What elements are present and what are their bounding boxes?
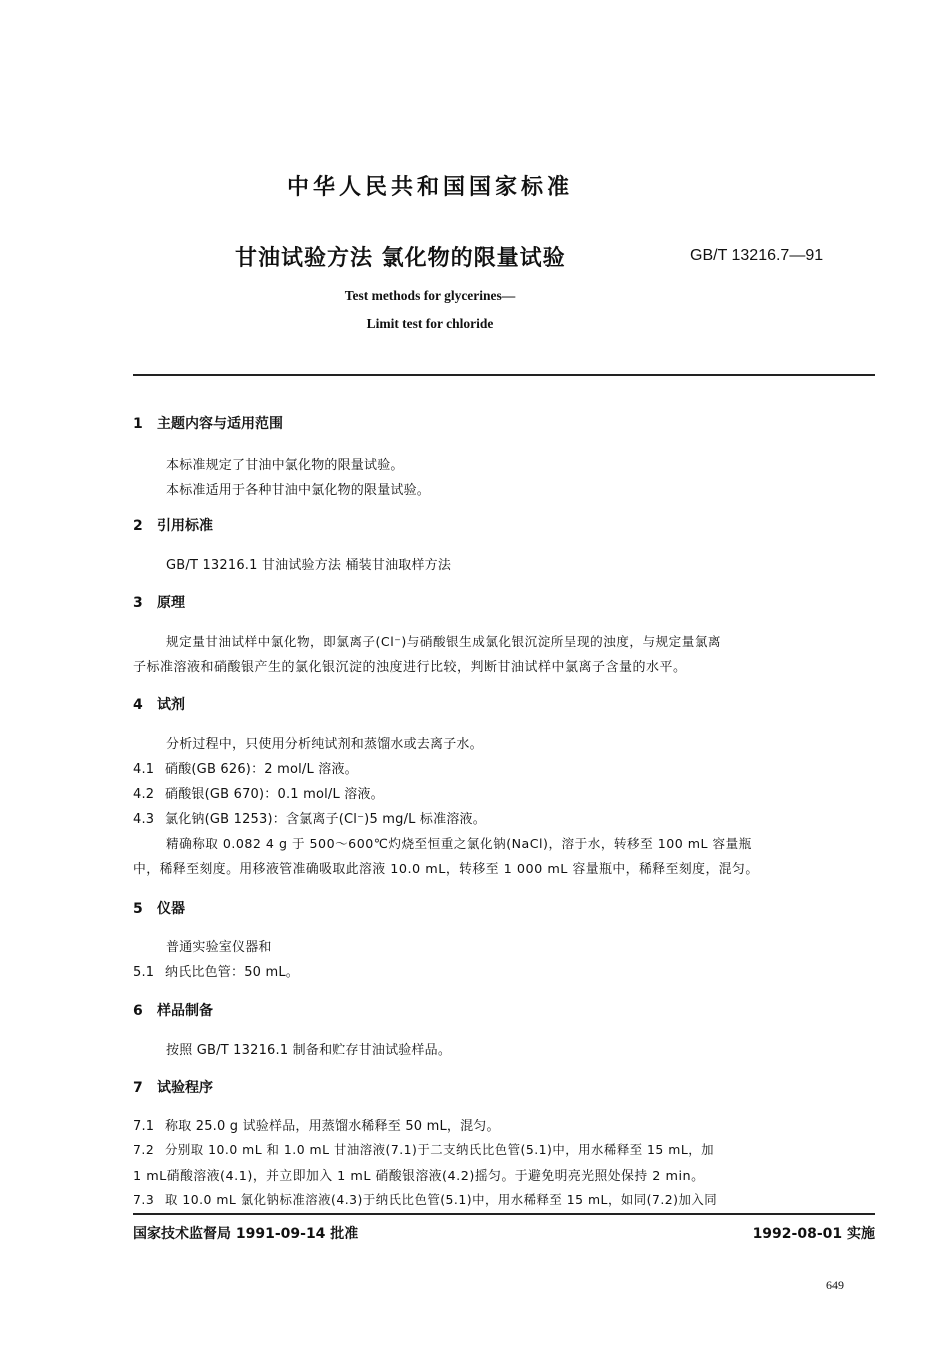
clause-text: 称取 25.0 g 试验样品，用蒸馏水稀释至 50 mL，混匀。 [165, 1119, 500, 1134]
section-4-heading [133, 694, 185, 714]
section-number: 2 [133, 518, 143, 534]
section-3-heading [133, 592, 185, 612]
section-number: 3 [133, 595, 143, 611]
page-number: 649 [826, 1278, 844, 1292]
national-standard-heading: 中华人民共和国国家标准 [286, 175, 573, 200]
clause-text: 氯化钠(GB 1253)：含氯离子(Cl⁻)5 mg/L 标准溶液。 [165, 812, 486, 827]
clause-number: 7.3 [133, 1192, 155, 1207]
clause-number: 4.2 [133, 787, 155, 802]
clause-text: 分别取 10.0 mL 和 1.0 mL 甘油溶液(7.1)于二支纳氏比色管(5.1)中，用水稀释至 15 mL，加 [165, 1142, 715, 1157]
clause-number: 7.1 [133, 1119, 155, 1134]
standard-number: GB/T 13216.7—91 [690, 247, 824, 264]
section-4-paragraph-1: 分析过程中，只使用分析纯试剂和蒸馏水或去离子水。 [166, 737, 483, 752]
section-title: 试验程序 [157, 1080, 213, 1096]
document-title: 甘油试验方法 氯化物的限量试验 [235, 246, 566, 271]
clause-text: 硝酸(GB 626)：2 mol/L 溶液。 [165, 762, 358, 777]
header-rule [133, 374, 875, 376]
clause-number: 4.1 [133, 762, 155, 777]
section-title: 引用标准 [157, 518, 213, 534]
section-title: 样品制备 [157, 1003, 213, 1019]
section-7-heading [133, 1077, 213, 1097]
clause-number: 4.3 [133, 812, 155, 827]
clause-text: 取 10.0 mL 氯化钠标准溶液(4.3)于纳氏比色管(5.1)中，用水稀释至 15 mL，如同(7.2)加入同 [165, 1192, 718, 1207]
english-title-line2: Limit test for chloride [366, 316, 494, 331]
section-title: 仪器 [157, 901, 185, 917]
implementation-date: 1992-08-01 实施 [752, 1226, 875, 1242]
clause-7-2-line-2: 1 mL硝酸溶液(4.1)，并立即加入 1 mL 硝酸银溶液(4.2)摇匀。于避免明亮光照处保持 2 min。 [133, 1169, 705, 1184]
footer-rule [133, 1213, 875, 1215]
section-3-paragraph-line-2: 子标准溶液和硝酸银产生的氯化银沉淀的浊度进行比较，判断甘油试样中氯离子含量的水平。 [133, 660, 687, 675]
clause-number: 7.2 [133, 1142, 155, 1157]
clause-7-1 [133, 1115, 500, 1134]
section-2-paragraph-1: GB/T 13216.1 甘油试验方法 桶装甘油取样方法 [166, 558, 452, 573]
section-title: 原理 [157, 595, 185, 611]
clause-7-3 [133, 1190, 717, 1208]
clause-4-1 [133, 758, 358, 777]
section-2-heading [133, 515, 213, 535]
clause-4-3-paragraph-line-2: 中，稀释至刻度。用移液管准确吸取此溶液 10.0 mL，转移至 1 000 mL 容量瓶中，稀释至刻度，混匀。 [133, 862, 759, 877]
clause-5-1 [133, 961, 299, 980]
section-1-paragraph-2: 本标准适用于各种甘油中氯化物的限量试验。 [166, 483, 431, 498]
section-number: 6 [133, 1003, 143, 1019]
section-1-paragraph-1: 本标准规定了甘油中氯化物的限量试验。 [166, 458, 404, 473]
section-5-heading [133, 898, 185, 918]
section-number: 7 [133, 1080, 143, 1096]
clause-text: 纳氏比色管：50 mL。 [165, 965, 299, 980]
section-number: 1 [133, 416, 143, 432]
clause-text: 硝酸银(GB 670)：0.1 mol/L 溶液。 [165, 787, 384, 802]
clause-4-2 [133, 783, 384, 802]
english-title-line1: Test methods for glycerines— [344, 288, 516, 303]
clause-4-3-paragraph-line-1: 精确称取 0.082 4 g 于 500～600℃灼烧至恒重之氯化钠(NaCl)，溶于水，转移至 100 mL 容量瓶 [166, 836, 752, 851]
section-number: 5 [133, 901, 143, 917]
section-1-heading [133, 413, 283, 433]
section-6-paragraph-1: 按照 GB/T 13216.1 制备和贮存甘油试验样品。 [166, 1043, 452, 1058]
approval-date: 国家技术监督局 1991-09-14 批准 [133, 1226, 359, 1242]
clause-number: 5.1 [133, 965, 155, 980]
section-title: 主题内容与适用范围 [157, 416, 283, 432]
section-5-paragraph-1: 普通实验室仪器和 [166, 940, 272, 955]
section-title: 试剂 [157, 697, 185, 713]
clause-7-2 [133, 1140, 714, 1158]
section-number: 4 [133, 697, 143, 713]
clause-4-3 [133, 808, 486, 827]
section-6-heading [133, 1000, 213, 1020]
section-3-paragraph-line-1: 规定量甘油试样中氯化物，即氯离子(Cl⁻)与硝酸银生成氯化银沉淀所呈现的浊度，与规定量氯离 [166, 634, 722, 649]
